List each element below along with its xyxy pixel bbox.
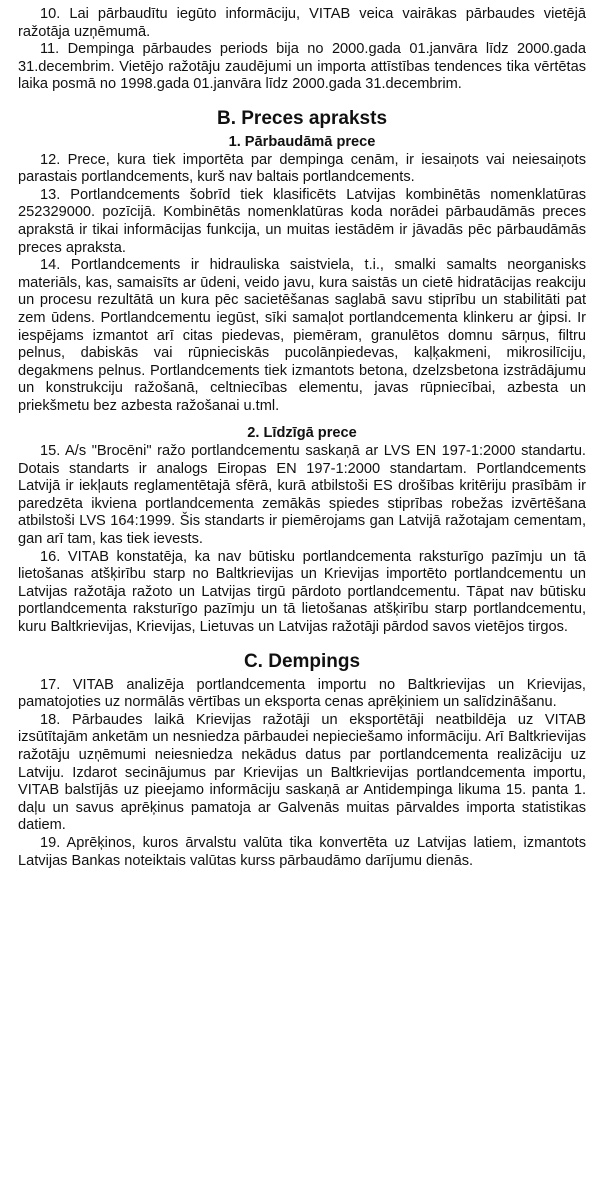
paragraph-15: 15. A/s "Brocēni" ražo portlandcementu saskaņā ar LVS EN 197-1:2000 standartu. Dotais standarts ir analogs Eiropas EN 197-1:2000 standartam. Portlandcements Latvijā ir iekļauts reglamentētajā sfērā, kurā atbilstoši ES drošības kritēriju prasībām ir paredzēta ikviena portlandcementa zemākās spiedes stiprības robežas izvērtēšana atbilstoši LVS 164:1999. Šis standarts ir piemērojams gan Latvijā ražotajam cementam, gan arī tam, kas tiek ievests. <box>18 443 586 548</box>
document-page <box>18 6 586 870</box>
subsection-goods-under-investigation: 1. Pārbaudāmā prece <box>228 133 376 150</box>
paragraph-10: 10. Lai pārbaudītu iegūto informāciju, VITAB veica vairākas pārbaudes vietējā ražotāja uzņēmumā. <box>18 6 586 40</box>
paragraph-14: 14. Portlandcements ir hidrauliska saistviela, t.i., smalki samalts neorganisks materiāls, kas, samaisīts ar ūdeni, veido javu, kura saistās un cietē hidratācijas reakciju un procesu rezultātā un kura pēc sacietēšanas saglabā savu stiprību un stabilitāti pat zem ūdens. Portlandcementu iegūst, sīki samaļot portlandcementa klinkeru ar ģipsi. Ir iespējams izmantot arī citas piedevas, piemēram, granulētos domnu sārņus, filtru pelnus, dabiskās vai rūpnieciskās pucolānpiedevas, kaļķakmeni, mikrosilīciju, degakmens pelnus. Portlandcements tiek izmantots betona, dzelzsbetona izstrādājumu un konstrukciju ražošanā, celtniecības elementu, javas rūpniecībai, azbesta un priekšmetu bez azbesta ražošanai u.tml. <box>18 257 586 414</box>
section-c-title: C. Dempings <box>243 650 361 672</box>
section-b-title: B. Preces apraksts <box>216 107 388 129</box>
paragraph-19: 19. Aprēķinos, kuros ārvalstu valūta tika konvertēta uz Latvijas latiem, izmantots Latvijas Bankas noteiktais valūtas kurss pārbaudāmo darījumu dienās. <box>18 834 586 869</box>
subsection-like-product: 2. Līdzīgā prece <box>247 425 357 442</box>
paragraph-18: 18. Pārbaudes laikā Krievijas ražotāji un eksportētāji neatbildēja uz VITAB izsūtītajām anketām un nesniedza pārbaudei nepieciešamo informāciju. Arī Baltkrievijas ražotāju uzņēmumi neiesniedza nekādus datus par portlandcementa realizāciju uz Latviju. Izdarot secinājumus par Krievijas un Baltkrievijas portlandcementa importu, VITAB balstījās uz pieejamo informāciju saskaņā ar Antidempinga likuma 15. panta 1. daļu un savus aprēķinus pamatoja ar Galvenās muitas pārvaldes importa statistikas datiem. <box>18 711 586 834</box>
paragraph-12: 12. Prece, kura tiek importēta par dempinga cenām, ir iesaiņots vai neiesaiņots parastais portlandcements, kurš nav baltais portlandcements. <box>18 151 586 186</box>
paragraph-13: 13. Portlandcements šobrīd tiek klasificēts Latvijas kombinētās nomenklatūras 252329000. pozīcijā. Kombinētās nomenklatūras koda norādei pārbaudāmās preces aprakstā ir tikai informācijas funkcija, un muitas iestādēm ir jāvadās pēc pārbaudāmās preces apraksta. <box>18 186 586 256</box>
paragraph-17: 17. VITAB analizēja portlandcementa importu no Baltkrievijas un Krievijas, pamatojoties uz normālās vērtības un eksporta cenas aprēķiniem un salīdzināšanu. <box>18 676 586 711</box>
paragraph-11: 11. Dempinga pārbaudes periods bija no 2000.gada 01.janvāra līdz 2000.gada 31.decembrim. Vietējo ražotāju zaudējumi un importa attīstības tendences tika vērtētas laika posmā no 1998.gada 01.janvāra līdz 2000.gada 31.decembrim. <box>18 41 586 93</box>
paragraph-16: 16. VITAB konstatēja, ka nav būtisku portlandcementa raksturīgo pazīmju un tā lietošanas atšķirību starp no Baltkrievijas un Krievijas importēto portlandcementu un Latvijas ražotāja ražoto un Latvijas tirgū pārdoto portlandcementu. Tāpat nav būtisku portlandcementa raksturīgo pazīmju un tā lietošanas atšķirību starp portlandcementu, kuru Baltkrievijas, Krievijas, Lietuvas un Latvijas ražotāji pārdod savos vietējos tirgos. <box>18 548 586 635</box>
